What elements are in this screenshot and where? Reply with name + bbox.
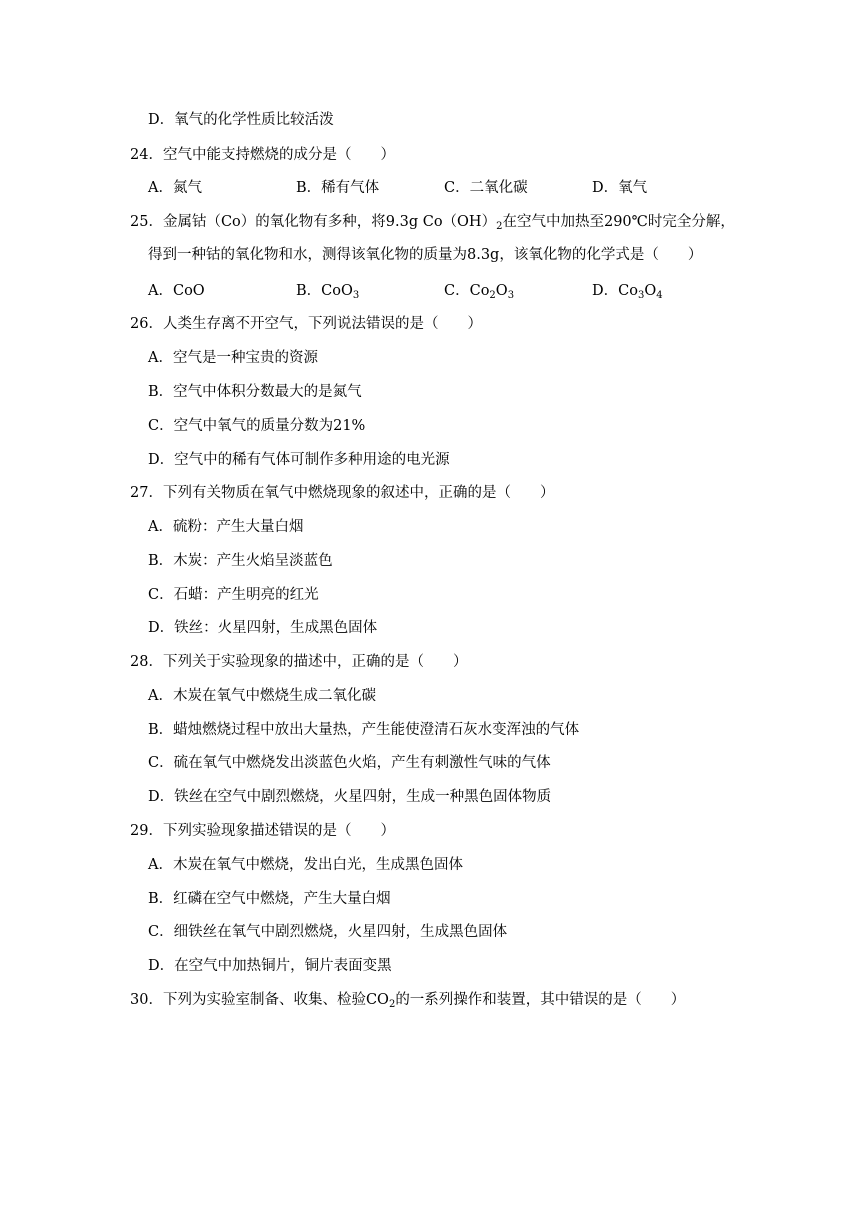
q25-option-c-text1: C．Co	[444, 283, 490, 299]
q26-stem: 26．人类生存离不开空气，下列说法错误的是（ ）	[130, 316, 482, 332]
q25-options	[148, 281, 740, 301]
q26-option-a: A．空气是一种宝贵的资源	[148, 350, 318, 366]
q30-stem-subscript: 2	[388, 999, 396, 1010]
q28-stem: 28．下列关于实验现象的描述中，正确的是（ ）	[130, 654, 468, 670]
q28-option-b: B．蜡烛燃烧过程中放出大量热，产生能使澄清石灰水变浑浊的气体	[148, 722, 580, 738]
q25-option-d-sub2: 4	[656, 290, 663, 301]
q26-option-c: C．空气中氧气的质量分数为21%	[148, 418, 366, 434]
q24-options	[148, 178, 740, 198]
q24-stem: 24．空气中能支持燃烧的成分是（ ）	[130, 147, 395, 163]
q27-option-d: D．铁丝：火星四射，生成黑色固体	[148, 620, 378, 636]
q24-option-b: B．稀有气体	[296, 180, 380, 196]
q27-option-a: A．硫粉：产生大量白烟	[148, 519, 304, 535]
q30-stem	[130, 990, 685, 1010]
q25-stem-subscript: 2	[496, 221, 503, 232]
q27-option-b: B．木炭：产生火焰呈淡蓝色	[148, 553, 333, 569]
q28-option-d: D．铁丝在空气中剧烈燃烧，火星四射，生成一种黑色固体物质	[148, 789, 552, 805]
q25-option-d-text1: D．Co	[592, 283, 638, 299]
q25-option-b-text: B．CoO	[296, 283, 353, 299]
q29-option-c: C．细铁丝在氧气中剧烈燃烧，火星四射，生成黑色固体	[148, 924, 508, 940]
q28-option-c: C．硫在氧气中燃烧发出淡蓝色火焰，产生有刺激性气味的气体	[148, 755, 551, 771]
q26-option-d: D．空气中的稀有气体可制作多种用途的电光源	[148, 452, 450, 468]
q25-option-b-sub: 3	[352, 290, 360, 301]
q30-stem-part2: 的一系列操作和装置，其中错误的是（ ）	[395, 992, 686, 1008]
q27-stem: 27．下列有关物质在氧气中燃烧现象的叙述中，正确的是（ ）	[130, 485, 555, 501]
q27-option-c: C．石蜡：产生明亮的红光	[148, 587, 319, 603]
q30-stem-part1: 30．下列为实验室制备、收集、检验CO	[130, 992, 389, 1008]
q25-stem-part1: 25．金属钴（Co）的氧化物有多种，将9.3g Co（OH）	[130, 214, 497, 230]
q29-option-b: B．红磷在空气中燃烧，产生大量白烟	[148, 891, 391, 907]
q25-option-c-text2: O	[495, 283, 508, 299]
q25-option-d	[592, 281, 740, 301]
q28-option-a: A．木炭在氧气中燃烧生成二氧化碳	[148, 688, 376, 704]
q23-option-d: D．氧气的化学性质比较活泼	[148, 112, 334, 128]
q25-stem-part2: 在空气中加热至290℃时完全分解，	[502, 214, 735, 230]
q25-stem-line2: 得到一种钴的氧化物和水，测得该氧化物的质量为8.3g，该氧化物的化学式是（ ）	[148, 247, 703, 263]
q25-option-d-text2: O	[644, 283, 657, 299]
q24-option-d: D．氧气	[592, 180, 648, 196]
q25-option-c	[444, 281, 592, 301]
q26-option-b: B．空气中体积分数最大的是氮气	[148, 384, 362, 400]
q29-option-a: A．木炭在氧气中燃烧，发出白光，生成黑色固体	[148, 857, 463, 873]
q29-stem: 29．下列实验现象描述错误的是（ ）	[130, 823, 395, 839]
q25-option-b	[296, 281, 444, 301]
q24-option-c: C．二氧化碳	[444, 180, 528, 196]
q25-option-a: A．CoO	[148, 283, 205, 299]
q29-option-d: D．在空气中加热铜片，铜片表面变黑	[148, 958, 392, 974]
q25-option-c-sub1: 2	[489, 290, 496, 301]
q25-option-c-sub2: 3	[507, 290, 515, 301]
q25-option-d-sub1: 3	[637, 290, 645, 301]
q25-stem-line1	[130, 212, 735, 232]
q24-option-a: A．氮气	[148, 180, 202, 196]
